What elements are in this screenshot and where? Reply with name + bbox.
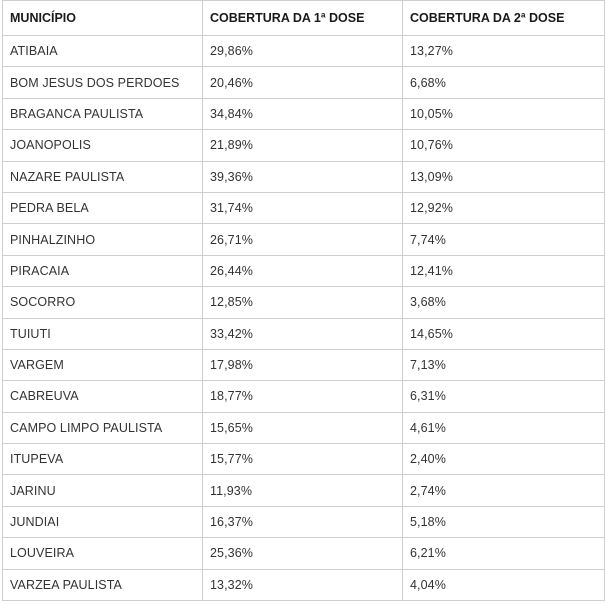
vaccination-coverage-table-container [2, 0, 604, 601]
municipio-cell: CABREUVA [3, 381, 203, 412]
first-dose-cell: 26,71% [203, 224, 403, 255]
table-row [3, 381, 605, 412]
first-dose-cell: 15,77% [203, 444, 403, 475]
table-row [3, 412, 605, 443]
table-row [3, 224, 605, 255]
table-body [3, 36, 605, 601]
second-dose-cell: 6,21% [403, 538, 605, 569]
vaccination-coverage-table [2, 0, 605, 601]
municipio-cell: VARZEA PAULISTA [3, 569, 203, 600]
table-row [3, 287, 605, 318]
municipio-cell: BOM JESUS DOS PERDOES [3, 67, 203, 98]
second-dose-cell: 5,18% [403, 506, 605, 537]
first-dose-cell: 18,77% [203, 381, 403, 412]
table-row [3, 36, 605, 67]
second-dose-cell: 12,92% [403, 192, 605, 223]
table-row [3, 130, 605, 161]
second-dose-cell: 10,05% [403, 98, 605, 129]
table-row [3, 67, 605, 98]
first-dose-cell: 39,36% [203, 161, 403, 192]
table-row [3, 444, 605, 475]
table-row [3, 255, 605, 286]
second-dose-cell: 12,41% [403, 255, 605, 286]
table-row [3, 569, 605, 600]
municipio-cell: PINHALZINHO [3, 224, 203, 255]
first-dose-cell: 29,86% [203, 36, 403, 67]
header-first-dose: COBERTURA DA 1ª DOSE [203, 1, 403, 36]
first-dose-cell: 31,74% [203, 192, 403, 223]
municipio-cell: PIRACAIA [3, 255, 203, 286]
first-dose-cell: 21,89% [203, 130, 403, 161]
table-row [3, 538, 605, 569]
second-dose-cell: 10,76% [403, 130, 605, 161]
table-row [3, 318, 605, 349]
header-second-dose: COBERTURA DA 2ª DOSE [403, 1, 605, 36]
municipio-cell: VARGEM [3, 349, 203, 380]
table-row [3, 475, 605, 506]
municipio-cell: SOCORRO [3, 287, 203, 318]
first-dose-cell: 16,37% [203, 506, 403, 537]
second-dose-cell: 14,65% [403, 318, 605, 349]
first-dose-cell: 20,46% [203, 67, 403, 98]
table-row [3, 98, 605, 129]
municipio-cell: CAMPO LIMPO PAULISTA [3, 412, 203, 443]
municipio-cell: JUNDIAI [3, 506, 203, 537]
header-municipio: MUNICÍPIO [3, 1, 203, 36]
first-dose-cell: 33,42% [203, 318, 403, 349]
first-dose-cell: 17,98% [203, 349, 403, 380]
second-dose-cell: 2,74% [403, 475, 605, 506]
second-dose-cell: 4,61% [403, 412, 605, 443]
second-dose-cell: 13,09% [403, 161, 605, 192]
municipio-cell: LOUVEIRA [3, 538, 203, 569]
first-dose-cell: 11,93% [203, 475, 403, 506]
first-dose-cell: 13,32% [203, 569, 403, 600]
first-dose-cell: 15,65% [203, 412, 403, 443]
second-dose-cell: 6,68% [403, 67, 605, 98]
municipio-cell: JOANOPOLIS [3, 130, 203, 161]
second-dose-cell: 2,40% [403, 444, 605, 475]
first-dose-cell: 25,36% [203, 538, 403, 569]
municipio-cell: BRAGANCA PAULISTA [3, 98, 203, 129]
table-row [3, 192, 605, 223]
second-dose-cell: 4,04% [403, 569, 605, 600]
municipio-cell: ATIBAIA [3, 36, 203, 67]
table-row [3, 161, 605, 192]
table-header [3, 1, 605, 36]
second-dose-cell: 7,74% [403, 224, 605, 255]
table-row [3, 349, 605, 380]
municipio-cell: ITUPEVA [3, 444, 203, 475]
first-dose-cell: 34,84% [203, 98, 403, 129]
second-dose-cell: 13,27% [403, 36, 605, 67]
second-dose-cell: 3,68% [403, 287, 605, 318]
table-row [3, 506, 605, 537]
first-dose-cell: 26,44% [203, 255, 403, 286]
municipio-cell: NAZARE PAULISTA [3, 161, 203, 192]
header-row [3, 1, 605, 36]
municipio-cell: TUIUTI [3, 318, 203, 349]
second-dose-cell: 7,13% [403, 349, 605, 380]
first-dose-cell: 12,85% [203, 287, 403, 318]
second-dose-cell: 6,31% [403, 381, 605, 412]
municipio-cell: PEDRA BELA [3, 192, 203, 223]
municipio-cell: JARINU [3, 475, 203, 506]
